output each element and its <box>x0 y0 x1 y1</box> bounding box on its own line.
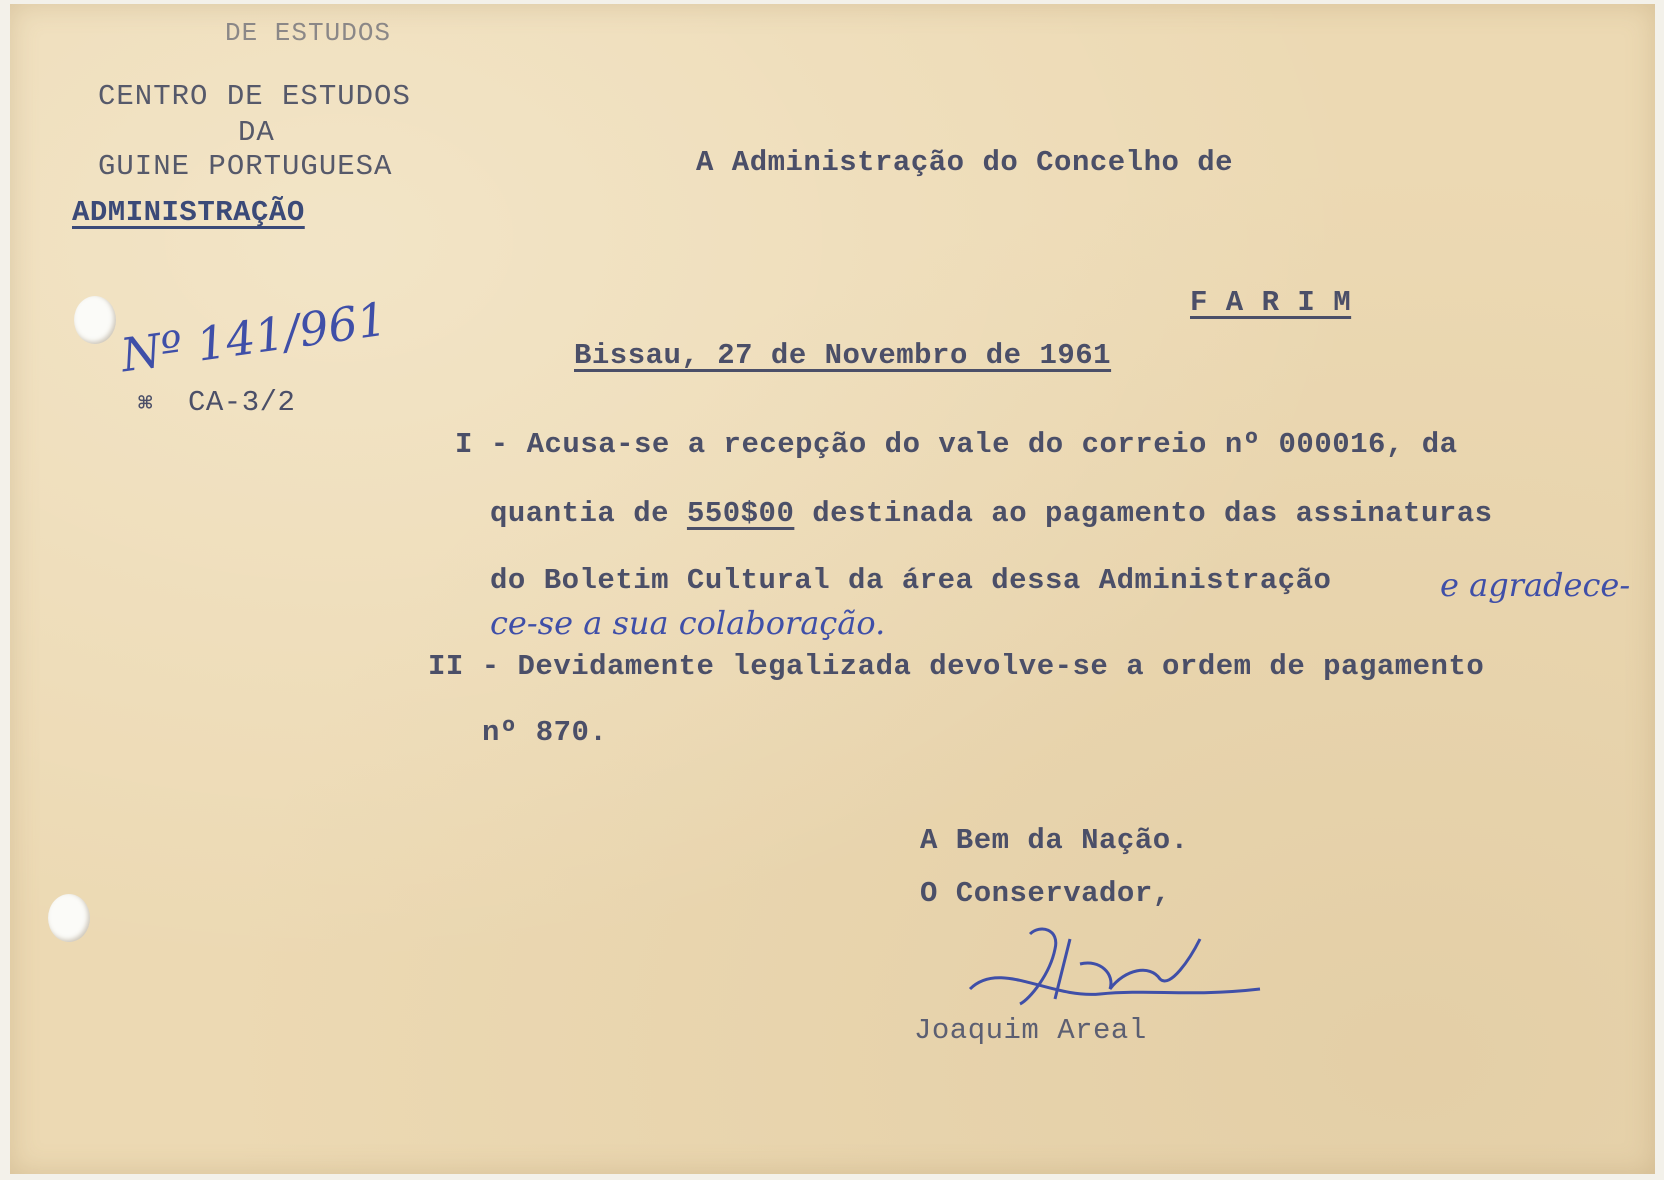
date-line: Bissau, 27 de Novembro de 1961 <box>574 339 1112 372</box>
closing-salutation: A Bem da Nação. <box>920 824 1189 857</box>
handwritten-insert-a: e agradece- <box>1440 566 1631 604</box>
addressee-line: A Administração do Concelho de <box>696 146 1234 179</box>
item1-line2-pre: quantia de <box>490 497 687 530</box>
reference-code: CA-3/2 <box>188 386 296 419</box>
item1-line1: I - Acusa-se a recepção do vale do correio nº 000016, da <box>455 428 1458 461</box>
item2-line2: nº 870. <box>482 716 608 749</box>
item1-line2-post: destinada ao pagamento das assinaturas <box>794 497 1493 530</box>
signer-name: Joaquim Areal <box>914 1014 1147 1047</box>
closing-role: O Conservador, <box>920 877 1171 910</box>
punch-hole-bottom <box>48 894 90 942</box>
letter-sheet <box>10 4 1655 1174</box>
stamp-mark-icon: ⌘ <box>138 392 153 419</box>
addressee-place: F A R I M <box>1190 286 1352 319</box>
item2-line1: II - Devidamente legalizada devolve-se a ordem de pagamento <box>428 650 1485 683</box>
header-centro: CENTRO DE ESTUDOS <box>98 80 411 113</box>
header-department: ADMINISTRAÇÃO <box>72 196 305 229</box>
header-guine: GUINE PORTUGUESA <box>98 150 393 183</box>
handwritten-reference-number: Nº 141/961 <box>117 291 391 383</box>
item1-line3: do Boletim Cultural da área dessa Administração <box>490 564 1332 597</box>
punch-hole-top <box>74 296 116 344</box>
header-da: DA <box>238 116 275 149</box>
header-cut-line: DE ESTUDOS <box>225 18 392 48</box>
item1-line2 <box>490 497 1493 530</box>
signature-icon <box>960 919 1270 1019</box>
handwritten-insert-b: ce-se a sua colaboração. <box>490 604 886 642</box>
amount: 550$00 <box>686 497 795 530</box>
